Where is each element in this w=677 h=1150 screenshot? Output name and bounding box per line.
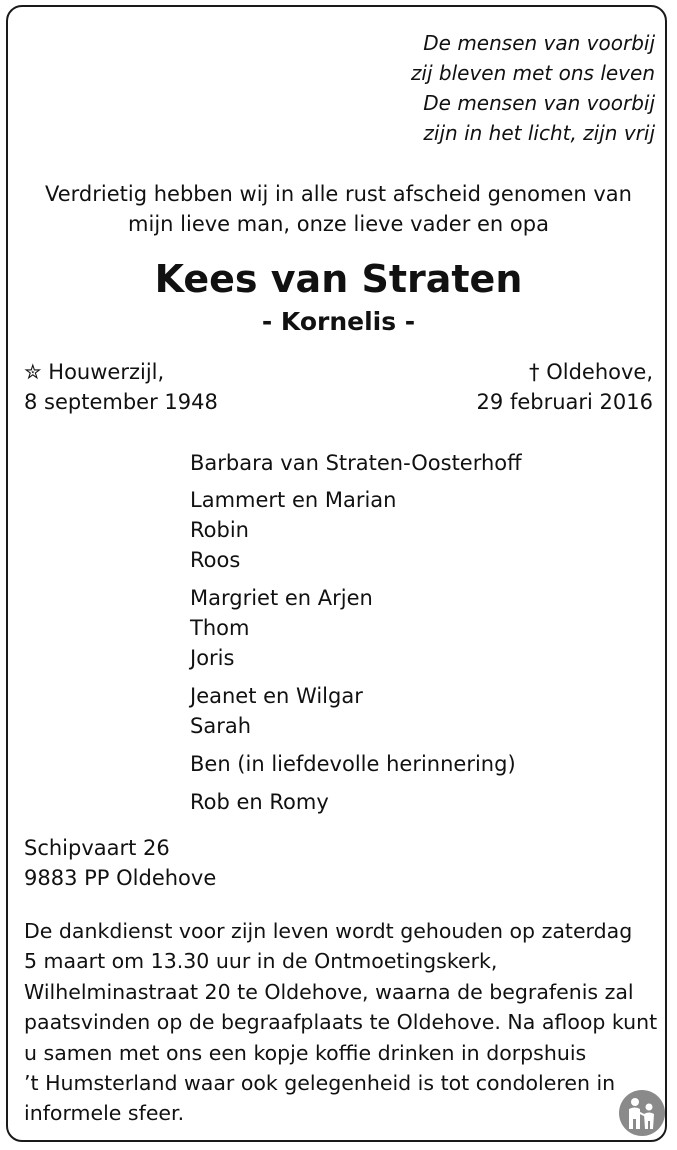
family-member: Ben (in liefdevolle herinnering)	[190, 752, 516, 776]
family-member: Jeanet en Wilgar	[190, 684, 363, 708]
family-member: Joris	[190, 646, 235, 670]
birth-date: 8 september 1948	[24, 390, 218, 414]
deceased-nickname: - Kornelis -	[261, 307, 416, 336]
birth-place: ✮ Houwerzijl,	[24, 360, 165, 384]
poem-line-4: zijn in het licht, zijn vrij	[423, 121, 655, 145]
publisher-logo-icon	[618, 1089, 666, 1137]
family-member: Barbara van Straten-Oosterhoff	[190, 451, 522, 475]
death-cross-icon: †	[529, 360, 540, 384]
service-line-4: paatsvinden op de begraafplaats te Oldehove. Na afloop kunt	[24, 1010, 658, 1034]
poem-line-1: De mensen van voorbij	[423, 31, 655, 55]
intro-line-2: mijn lieve man, onze lieve vader en opa	[128, 212, 549, 236]
service-line-1: De dankdienst voor zijn leven wordt gehouden op zaterdag	[24, 919, 633, 943]
family-member: Margriet en Arjen	[190, 586, 373, 610]
deceased-name: Kees van Straten	[154, 257, 523, 301]
death-date: 29 februari 2016	[476, 390, 653, 414]
service-line-7: informele sfeer.	[24, 1101, 185, 1125]
poem-line-2: zij bleven met ons leven	[410, 61, 655, 85]
address-city: 9883 PP Oldehove	[24, 866, 217, 890]
family-member: Rob en Romy	[190, 790, 329, 814]
birth-star-icon: ✮	[24, 360, 42, 384]
family-member: Roos	[190, 548, 241, 572]
address-street: Schipvaart 26	[24, 836, 170, 860]
family-member: Lammert en Marian	[190, 488, 397, 512]
death-place: † Oldehove,	[529, 360, 653, 384]
intro-line-1: Verdrietig hebben wij in alle rust afscheid genomen van	[45, 182, 632, 206]
family-member: Robin	[190, 518, 249, 542]
family-member: Sarah	[190, 714, 252, 738]
family-member: Thom	[190, 616, 250, 640]
service-line-3: Wilhelminastraat 20 te Oldehove, waarna de begrafenis zal	[24, 980, 634, 1004]
poem-line-3: De mensen van voorbij	[423, 91, 655, 115]
service-line-2: 5 maart om 13.30 uur in de Ontmoetingskerk,	[24, 949, 498, 973]
service-line-6: ’t Humsterland waar ook gelegenheid is tot condoleren in	[24, 1071, 616, 1095]
service-line-5: u samen met ons een kopje koffie drinken in dorpshuis	[24, 1041, 587, 1065]
